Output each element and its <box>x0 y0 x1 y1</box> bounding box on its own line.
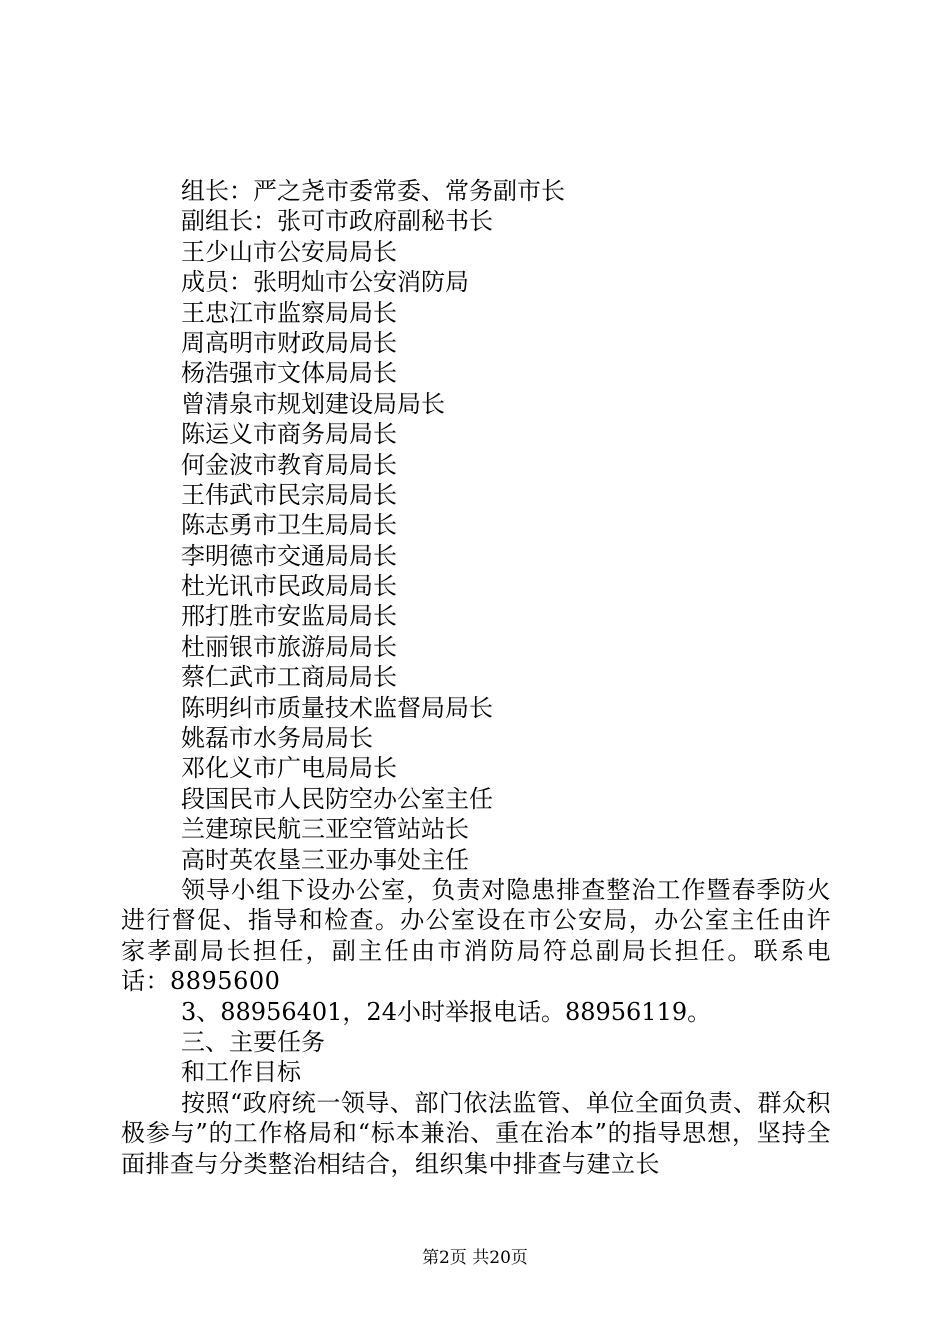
member-line: 曾清泉市规划建设局局长 <box>181 389 445 418</box>
member-line: 邓化义市广电局局长 <box>181 754 397 783</box>
member-line: 王忠江市监察局局长 <box>181 298 397 327</box>
member-line: 高时英农垦三亚办事处主任 <box>181 845 469 874</box>
member-line: 王少山市公安局局长 <box>181 237 397 266</box>
guidance-paragraph: 按照“政府统一领导、部门依法监管、单位全面负责、群众积极参与”的工作格局和“标本兼治、重在治本”的指导思想，坚持全面排查与分类整治相结合，组织集中排查与建立长 <box>121 1088 831 1178</box>
member-line: 杜丽银市旅游局局长 <box>181 632 397 661</box>
member-line: 陈运义市商务局局长 <box>181 420 397 449</box>
member-line: 姚磊市水务局局长 <box>181 724 373 753</box>
phone-line: 3、88956401，24小时举报电话。88956119。 <box>181 997 712 1026</box>
member-line: 杨浩强市文体局局长 <box>181 359 397 388</box>
page-footer: 第2页 共20页 <box>422 1248 528 1268</box>
member-line: 成员：张明灿市公安消防局 <box>181 268 469 297</box>
member-line: 副组长：张可市政府副秘书长 <box>181 207 493 236</box>
member-line: 何金波市教育局局长 <box>181 450 397 479</box>
member-line: 蔡仁武市工商局局长 <box>181 663 397 692</box>
member-line: 兰建琼民航三亚空管站站长 <box>181 815 469 844</box>
member-line: 陈志勇市卫生局局长 <box>181 511 397 540</box>
page-body <box>121 176 831 1179</box>
member-line: 段国民市人民防空办公室主任 <box>181 784 493 813</box>
member-line: 王伟武市民宗局局长 <box>181 480 397 509</box>
section-heading: 三、主要任务 <box>181 1028 325 1056</box>
member-line: 陈明纠市质量技术监督局局长 <box>181 693 493 722</box>
member-line: 周高明市财政局局长 <box>181 328 397 357</box>
office-paragraph: 领导小组下设办公室，负责对隐患排查整治工作暨春季防火进行督促、指导和检查。办公室设在市公安局，办公室主任由许家孝副局长担任，副主任由市消防局符总副局长担任。联系电话：8895600 <box>121 875 831 996</box>
member-line: 邢打胜市安监局局长 <box>181 602 397 631</box>
member-line: 李明德市交通局局长 <box>181 541 397 570</box>
member-line: 杜光讯市民政局局长 <box>181 572 397 601</box>
section-subheading: 和工作目标 <box>181 1058 301 1087</box>
member-list <box>121 176 831 875</box>
member-line: 组长：严之尧市委常委、常务副市长 <box>181 177 565 205</box>
